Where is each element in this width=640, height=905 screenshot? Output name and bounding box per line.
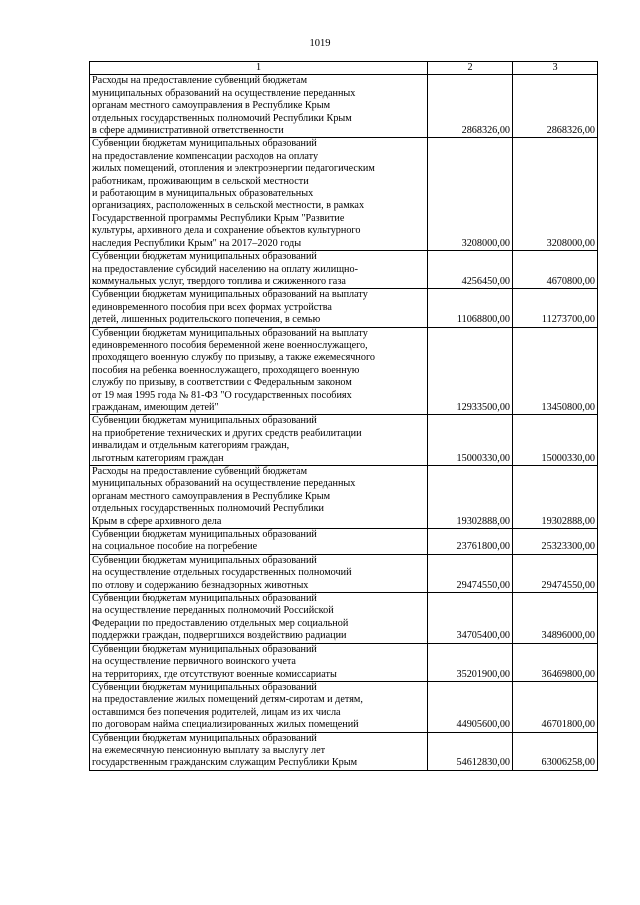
page-number: 1019 bbox=[309, 38, 331, 49]
row-value-column-3: 4670800,00 bbox=[513, 251, 598, 289]
row-description: Субвенции бюджетам муниципальных образований на выплату единовременного пособия беременной жене военнослужащего, проходящего военную службу по призыву, а также ежемесячного пособия на ребенка военнослужащего, проходящего военную службу по призыву, в соответствии с Федеральным законом от 19 мая 1995 года № 81-ФЗ "О государственных пособиях гражданам, имеющим детей" bbox=[90, 327, 428, 415]
row-value-column-2: 29474550,00 bbox=[428, 554, 513, 592]
row-value-column-3: 19302888,00 bbox=[513, 466, 598, 529]
row-description: Субвенции бюджетам муниципальных образований на осуществление переданных полномочий Российской Федерации по предоставлению отдельных мер социальной поддержки граждан, подвергшихся воздействию радиации bbox=[90, 593, 428, 644]
row-value-column-2: 4256450,00 bbox=[428, 251, 513, 289]
table-row bbox=[90, 466, 598, 529]
row-value-column-2: 44905600,00 bbox=[428, 681, 513, 732]
row-description: Расходы на предоставление субвенций бюджетам муниципальных образований на осуществление переданных органам местного самоуправления в Республике Крым отдельных государственных полномочий Республики Крым в сфере административной ответственности bbox=[90, 75, 428, 138]
row-description: Субвенции бюджетам муниципальных образований на осуществление отдельных государственных полномочий по отлову и содержанию безнадзорных животных bbox=[90, 554, 428, 592]
row-description: Расходы на предоставление субвенций бюджетам муниципальных образований на осуществление переданных органам местного самоуправления в Республике Крым отдельных государственных полномочий Республики Крым в сфере архивного дела bbox=[90, 466, 428, 529]
table-row bbox=[90, 529, 598, 555]
row-description: Субвенции бюджетам муниципальных образований на выплату единовременного пособия при всех формах устройства детей, лишенных родительского попечения, в семью bbox=[90, 289, 428, 327]
row-value-column-2: 3208000,00 bbox=[428, 138, 513, 251]
budget-table-body bbox=[90, 62, 598, 771]
table-row bbox=[90, 138, 598, 251]
row-value-column-2: 12933500,00 bbox=[428, 327, 513, 415]
table-row bbox=[90, 681, 598, 732]
table-row bbox=[90, 554, 598, 592]
row-value-column-2: 11068800,00 bbox=[428, 289, 513, 327]
row-value-column-2: 15000330,00 bbox=[428, 415, 513, 466]
table-row bbox=[90, 732, 598, 770]
row-value-column-2: 2868326,00 bbox=[428, 75, 513, 138]
row-value-column-2: 35201900,00 bbox=[428, 643, 513, 681]
row-value-column-3: 34896000,00 bbox=[513, 593, 598, 644]
row-value-column-3: 11273700,00 bbox=[513, 289, 598, 327]
row-value-column-3: 2868326,00 bbox=[513, 75, 598, 138]
table-row bbox=[90, 289, 598, 327]
row-value-column-2: 34705400,00 bbox=[428, 593, 513, 644]
row-description: Субвенции бюджетам муниципальных образований на предоставление жилых помещений детям-сиротам и детям, оставшимся без попечения родителей, лицам из их числа по договорам найма специализированных жилых помещений bbox=[90, 681, 428, 732]
row-description: Субвенции бюджетам муниципальных образований на осуществление первичного воинского учета на территориях, где отсутствуют военные комиссариаты bbox=[90, 643, 428, 681]
table-row bbox=[90, 327, 598, 415]
column-header-1: 1 bbox=[90, 62, 428, 75]
table-row bbox=[90, 593, 598, 644]
table-header-row bbox=[90, 62, 598, 75]
table-row bbox=[90, 643, 598, 681]
row-value-column-3: 63006258,00 bbox=[513, 732, 598, 770]
table-row bbox=[90, 251, 598, 289]
row-description: Субвенции бюджетам муниципальных образований на социальное пособие на погребение bbox=[90, 529, 428, 555]
table-row bbox=[90, 415, 598, 466]
row-value-column-3: 29474550,00 bbox=[513, 554, 598, 592]
row-value-column-2: 19302888,00 bbox=[428, 466, 513, 529]
budget-table bbox=[89, 61, 598, 771]
row-description: Субвенции бюджетам муниципальных образований на приобретение технических и других средств реабилитации инвалидам и отдельным категориям граждан, льготным категориям граждан bbox=[90, 415, 428, 466]
row-value-column-2: 23761800,00 bbox=[428, 529, 513, 555]
row-value-column-2: 54612830,00 bbox=[428, 732, 513, 770]
row-value-column-3: 3208000,00 bbox=[513, 138, 598, 251]
row-description: Субвенции бюджетам муниципальных образований на предоставление компенсации расходов на оплату жилых помещений, отопления и электроэнергии педагогическим работникам, проживающим в сельской местности и работающим в муниципальных образовательных организациях, расположенных в сельской местности, в рамках Государственной программы Республики Крым "Развитие культуры, архивного дела и сохранение объектов культурного наследия Республики Крым" на 2017–2020 годы bbox=[90, 138, 428, 251]
row-value-column-3: 13450800,00 bbox=[513, 327, 598, 415]
row-value-column-3: 46701800,00 bbox=[513, 681, 598, 732]
row-value-column-3: 25323300,00 bbox=[513, 529, 598, 555]
row-value-column-3: 36469800,00 bbox=[513, 643, 598, 681]
row-value-column-3: 15000330,00 bbox=[513, 415, 598, 466]
row-description: Субвенции бюджетам муниципальных образований на предоставление субсидий населению на оплату жилищно- коммунальных услуг, твердого топлива и сжиженного газа bbox=[90, 251, 428, 289]
column-header-2: 2 bbox=[428, 62, 513, 75]
table-row bbox=[90, 75, 598, 138]
column-header-3: 3 bbox=[513, 62, 598, 75]
row-description: Субвенции бюджетам муниципальных образований на ежемесячную пенсионную выплату за выслугу лет государственным гражданским служащим Республики Крым bbox=[90, 732, 428, 770]
